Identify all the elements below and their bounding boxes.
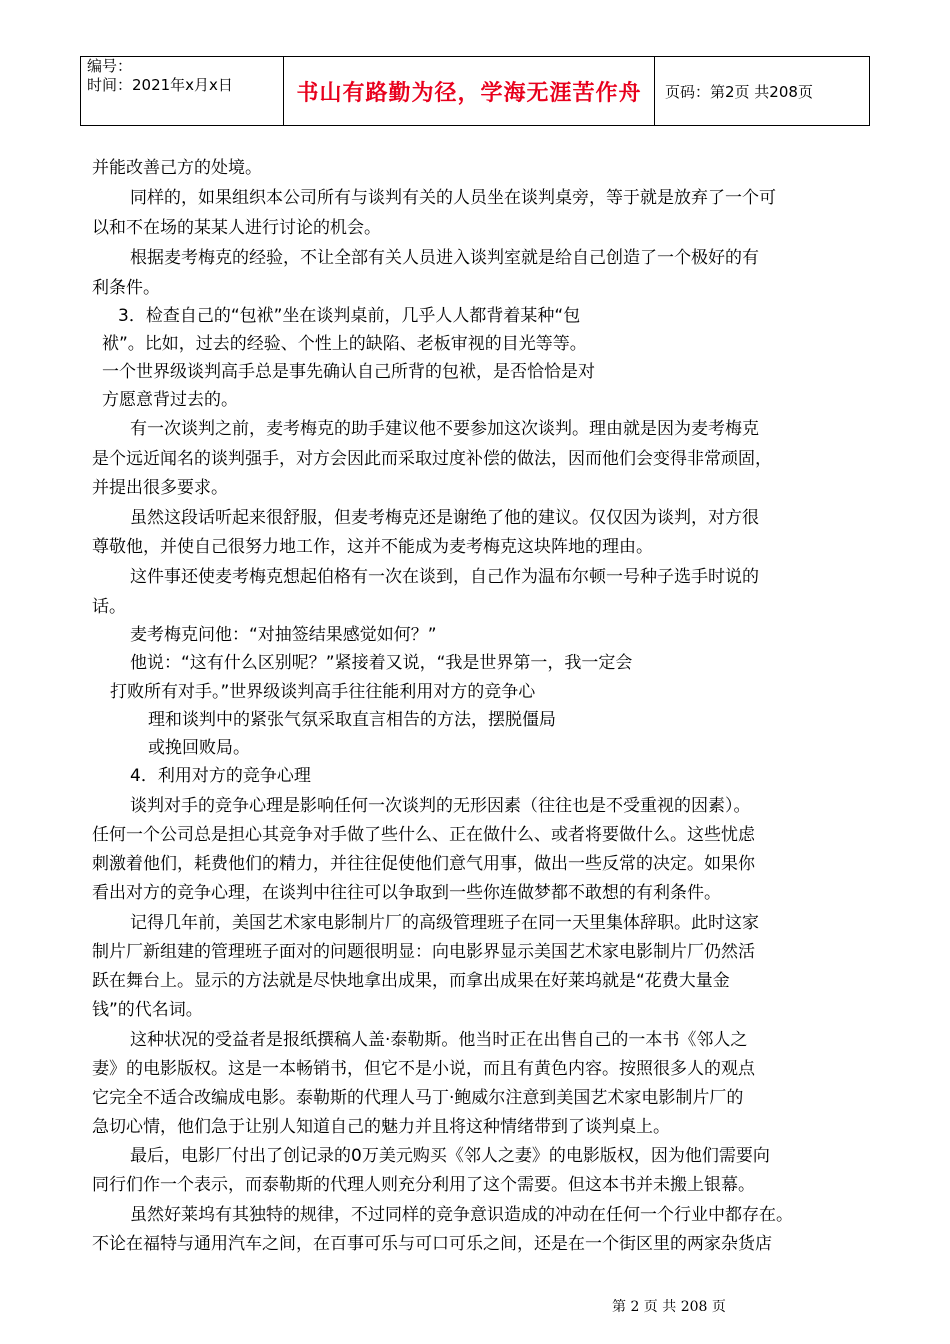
text-line: 虽然好莱坞有其独特的规律，不过同样的竞争意识造成的冲动在任何一个行业中都存在。 [130,1205,793,1225]
header-page-info: 页码：第2页 共208页 [655,57,870,126]
text-line: 虽然这段话听起来很舒服，但麦考梅克还是谢绝了他的建议。仅仅因为谈判，对方很 [130,508,759,528]
text-line: 钱”的代名词。 [92,1000,203,1020]
text-line: 同行们作一个表示，而泰勒斯的代理人则充分利用了这个需要。但这本书并未搬上银幕。 [92,1175,755,1195]
text-line: 利条件。 [92,278,160,298]
header-motto: 书山有路勤为径，学海无涯苦作舟 [284,57,655,126]
text-line: 这种状况的受益者是报纸撰稿人盖·泰勒斯。他当时正在出售自己的一本书《邻人之 [130,1030,748,1050]
text-line: 最后，电影厂付出了创记录的0万美元购买《邻人之妻》的电影版权，因为他们需要向 [130,1146,770,1166]
document-number-label: 编号： [87,57,133,75]
text-line: 是个远近闻名的谈判强手，对方会因此而采取过度补偿的做法，因而他们会变得非常顽固， [92,449,772,469]
text-line: 记得几年前，美国艺术家电影制片厂的高级管理班子在同一天里集体辞职。此时这家 [130,913,759,933]
text-line: 急切心情，他们急于让别人知道自己的魅力并且将这种情绪带到了谈判桌上。 [92,1117,670,1137]
text-line: 话。 [92,597,126,617]
text-line: 看出对方的竞争心理，在谈判中往往可以争取到一些你连做梦都不敢想的有利条件。 [92,883,721,903]
text-line: 打败所有对手。”世界级谈判高手往往能利用对方的竞争心 [110,682,536,702]
text-line: 跃在舞台上。显示的方法就是尽快地拿出成果，而拿出成果在好莱坞就是“花费大量金 [92,971,730,991]
text-line: 妻》的电影版权。这是一本畅销书，但它不是小说，而且有黄色内容。按照很多人的观点 [92,1059,755,1079]
text-line: 这件事还使麦考梅克想起伯格有一次在谈到，自己作为温布尔顿一号种子选手时说的 [130,567,759,587]
text-line: 根据麦考梅克的经验，不让全部有关人员进入谈判室就是给自己创造了一个极好的有 [130,248,759,268]
text-line: 袱”。比如，过去的经验、个性上的缺陷、老板审视的目光等等。 [102,334,587,354]
text-line: 他说：“这有什么区别呢？”紧接着又说，“我是世界第一，我一定会 [130,653,633,673]
text-line: 同样的，如果组织本公司所有与谈判有关的人员坐在谈判桌旁，等于就是放弃了一个可 [130,188,776,208]
text-line: 有一次谈判之前，麦考梅克的助手建议他不要参加这次谈判。理由就是因为麦考梅克 [130,419,759,439]
text-line: 不论在福特与通用汽车之间，在百事可乐与可口可乐之间，还是在一个街区里的两家杂货店 [92,1234,772,1254]
text-line: 4．利用对方的竞争心理 [130,766,311,786]
text-line: 并能改善己方的处境。 [92,158,262,178]
document-time-label: 时间：2021年x月x日 [87,76,233,94]
text-line: 麦考梅克问他：“对抽签结果感觉如何？” [130,625,437,645]
text-line: 一个世界级谈判高手总是事先确认自己所背的包袱，是否恰恰是对 [102,362,595,382]
text-line: 谈判对手的竞争心理是影响任何一次谈判的无形因素（往往也是不受重视的因素）。 [130,796,751,816]
text-line: 理和谈判中的紧张气氛采取直言相告的方法，摆脱僵局 [148,710,556,730]
text-line: 或挽回败局。 [148,738,250,758]
text-line: 任何一个公司总是担心其竞争对手做了些什么、正在做什么、或者将要做什么。这些忧虑 [92,825,755,845]
text-line: 方愿意背过去的。 [102,390,238,410]
text-line: 尊敬他，并使自己很努力地工作，这并不能成为麦考梅克这块阵地的理由。 [92,537,653,557]
text-line: 制片厂新组建的管理班子面对的问题很明显：向电影界显示美国艺术家电影制片厂仍然活 [92,942,755,962]
text-line: 并提出很多要求。 [92,478,228,498]
text-line: 它完全不适合改编成电影。泰勒斯的代理人马丁·鲍威尔注意到美国艺术家电影制片厂的 [92,1088,744,1108]
page-footer: 第 2 页 共 208 页 [612,1299,726,1315]
text-line: 刺激着他们，耗费他们的精力，并往往促使他们意气用事，做出一些反常的决定。如果你 [92,854,755,874]
text-line: 3．检查自己的“包袱”坐在谈判桌前，几乎人人都背着某种“包 [118,306,581,326]
text-line: 以和不在场的某某人进行讨论的机会。 [92,218,381,238]
